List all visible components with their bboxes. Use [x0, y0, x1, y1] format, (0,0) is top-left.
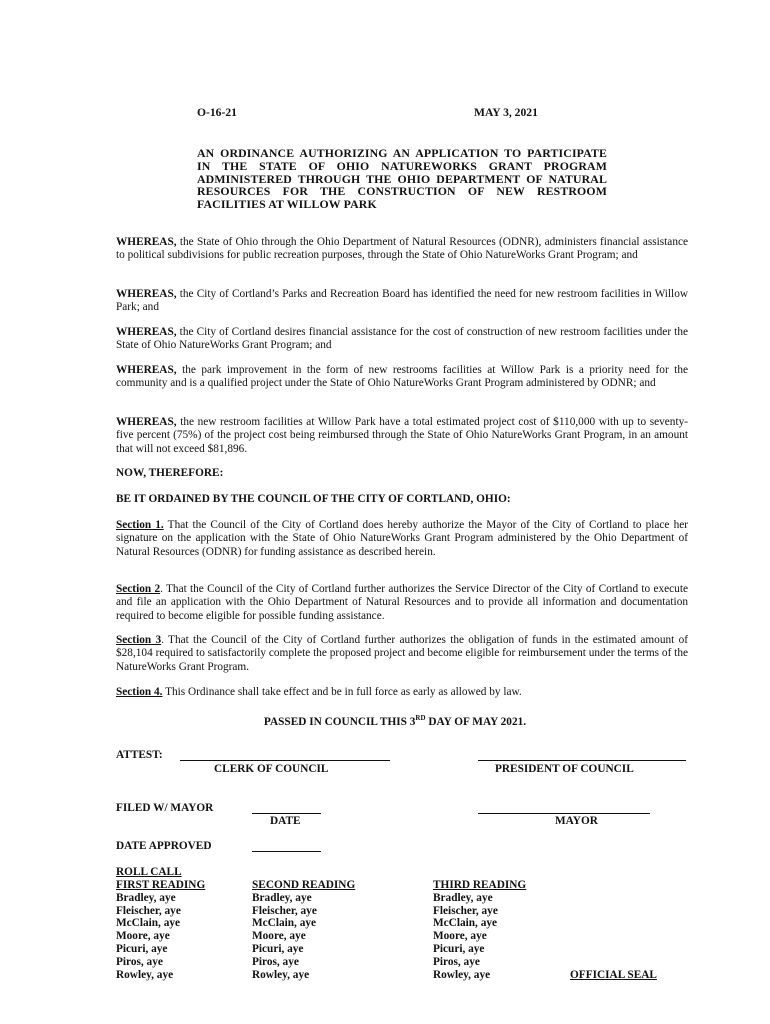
whereas-text: the new restroom facilities at Willow Park have a total estimated project cost of $110,000 with up to seventy-five percent (75%) of the project cost being reimbursed through the State of Ohio NatureWorks Grant Program, in an amount that will not exceed $81,896.: [116, 416, 688, 455]
whereas-clause-3: [116, 326, 688, 353]
section-2: [116, 583, 688, 623]
section-4: [116, 686, 688, 699]
section-3: [116, 634, 688, 674]
vote-entry: Fleischer, aye: [116, 904, 181, 917]
second-reading-heading: SECOND READING: [252, 879, 356, 891]
vote-entry: Bradley, aye: [252, 891, 312, 904]
whereas-lead: WHEREAS,: [116, 364, 177, 376]
vote-entry: Picuri, aye: [433, 942, 485, 955]
ordinance-number: O-16-21: [197, 106, 237, 119]
passed-suffix: DAY OF MAY 2021.: [425, 715, 527, 728]
clerk-of-council-label: CLERK OF COUNCIL: [214, 763, 329, 775]
section-text: This Ordinance shall take effect and be in full force as early as allowed by law.: [162, 686, 522, 698]
first-reading-heading: FIRST READING: [116, 879, 206, 891]
vote-entry: Rowley, aye: [252, 968, 310, 981]
whereas-clause-1: [116, 236, 688, 263]
whereas-clause-5: [116, 416, 688, 456]
now-therefore: NOW, THEREFORE:: [116, 467, 224, 479]
second-reading-column: [252, 879, 355, 981]
clerk-signature-line: [180, 760, 390, 761]
whereas-text: the park improvement in the form of new restrooms facilities at Willow Park is a priority need for the community and is a qualified project under the State of Ohio NatureWorks Grant Program administered by ODNR; and: [116, 364, 688, 390]
whereas-text: the State of Ohio through the Ohio Department of Natural Resources (ODNR), administers financial assistance to political subdivisions for public recreation purposes, through the State of Ohio NatureWorks Grant Program; and: [116, 236, 688, 262]
passed-in-council: [0, 712, 770, 729]
passed-superscript: RD: [415, 714, 426, 722]
vote-entry: Rowley, aye: [433, 968, 491, 981]
date-approved-label: DATE APPROVED: [116, 840, 212, 852]
whereas-clause-2: [116, 288, 688, 315]
vote-entry: Piros, aye: [116, 955, 163, 968]
president-signature-line: [478, 760, 686, 761]
section-text: . That the Council of the City of Cortland further authorizes the Service Director of the City of Cortland to execute and file an application with the Ohio Department of Natural Resources and to provide all information and documentation required to become eligible for possible funding assistance.: [116, 583, 688, 622]
section-label: Section 2: [116, 583, 161, 595]
date-approved-line: [252, 851, 321, 852]
vote-entry: Piros, aye: [433, 955, 480, 968]
section-label: Section 4.: [116, 686, 163, 698]
vote-entry: Picuri, aye: [252, 942, 304, 955]
vote-entry: Picuri, aye: [116, 942, 168, 955]
ordinance-date: MAY 3, 2021: [474, 106, 538, 119]
whereas-text: the City of Cortland’s Parks and Recreation Board has identified the need for new restroom facilities in Willow Park; and: [116, 288, 688, 314]
mayor-signature-line: [478, 813, 650, 814]
filed-with-mayor-label: FILED W/ MAYOR: [116, 802, 214, 814]
vote-entry: Moore, aye: [116, 930, 170, 943]
attest-label: ATTEST:: [116, 749, 163, 761]
vote-entry: Bradley, aye: [116, 891, 176, 904]
whereas-lead: WHEREAS,: [116, 236, 177, 248]
vote-entry: Moore, aye: [252, 930, 306, 943]
date-label: DATE: [270, 815, 301, 827]
vote-entry: Moore, aye: [433, 930, 487, 943]
vote-entry: Piros, aye: [252, 955, 299, 968]
vote-entry: Fleischer, aye: [433, 904, 498, 917]
whereas-lead: WHEREAS,: [116, 326, 177, 338]
section-text: . That the Council of the City of Cortland further authorizes the obligation of funds in the estimated amount of $28,104 required to satisfactorily complete the proposed project and become eligible for reimbursement under the terms of the NatureWorks Grant Program.: [116, 634, 688, 673]
third-reading-heading: THIRD READING: [433, 879, 527, 891]
vote-entry: Fleischer, aye: [252, 904, 317, 917]
vote-entry: Rowley, aye: [116, 968, 174, 981]
section-label: Section 1.: [116, 519, 164, 531]
official-seal-label: OFFICIAL SEAL: [570, 969, 657, 981]
whereas-text: the City of Cortland desires financial assistance for the cost of construction of new restroom facilities under the State of Ohio NatureWorks Grant Program; and: [116, 326, 688, 352]
section-label: Section 3: [116, 634, 162, 646]
be-it-ordained: BE IT ORDAINED BY THE COUNCIL OF THE CITY OF CORTLAND, OHIO:: [116, 493, 511, 505]
filed-date-line: [252, 813, 321, 814]
third-reading-column: [433, 879, 526, 981]
ordinance-title: AN ORDINANCE AUTHORIZING AN APPLICATION TO PARTICIPATE IN THE STATE OF OHIO NATUREWORKS GRANT PROGRAM ADMINISTERED THROUGH THE OHIO DEPARTMENT OF NATURAL RESOURCES FOR THE CONSTRUCTION OF NEW RESTROOM FACILITIES AT WILLOW PARK: [197, 146, 607, 212]
whereas-lead: WHEREAS,: [116, 288, 177, 300]
first-reading-column: [116, 879, 205, 981]
whereas-lead: WHEREAS,: [116, 416, 177, 428]
president-of-council-label: PRESIDENT OF COUNCIL: [495, 763, 634, 775]
vote-entry: Bradley, aye: [433, 891, 493, 904]
roll-call-title: ROLL CALL: [116, 866, 182, 878]
passed-prefix: PASSED IN COUNCIL THIS 3: [263, 715, 416, 728]
vote-entry: McClain, aye: [116, 917, 181, 930]
mayor-label: MAYOR: [555, 815, 598, 827]
section-1: [116, 519, 688, 559]
vote-entry: McClain, aye: [433, 917, 498, 930]
section-text: That the Council of the City of Cortland does hereby authorize the Mayor of the City of Cortland to place her signature on the application with the State of Ohio NatureWorks Grant Program administered by the Ohio Department of Natural Resources (ODNR) for funding assistance as described herein.: [116, 519, 688, 558]
whereas-clause-4: [116, 364, 688, 391]
vote-entry: McClain, aye: [252, 917, 317, 930]
